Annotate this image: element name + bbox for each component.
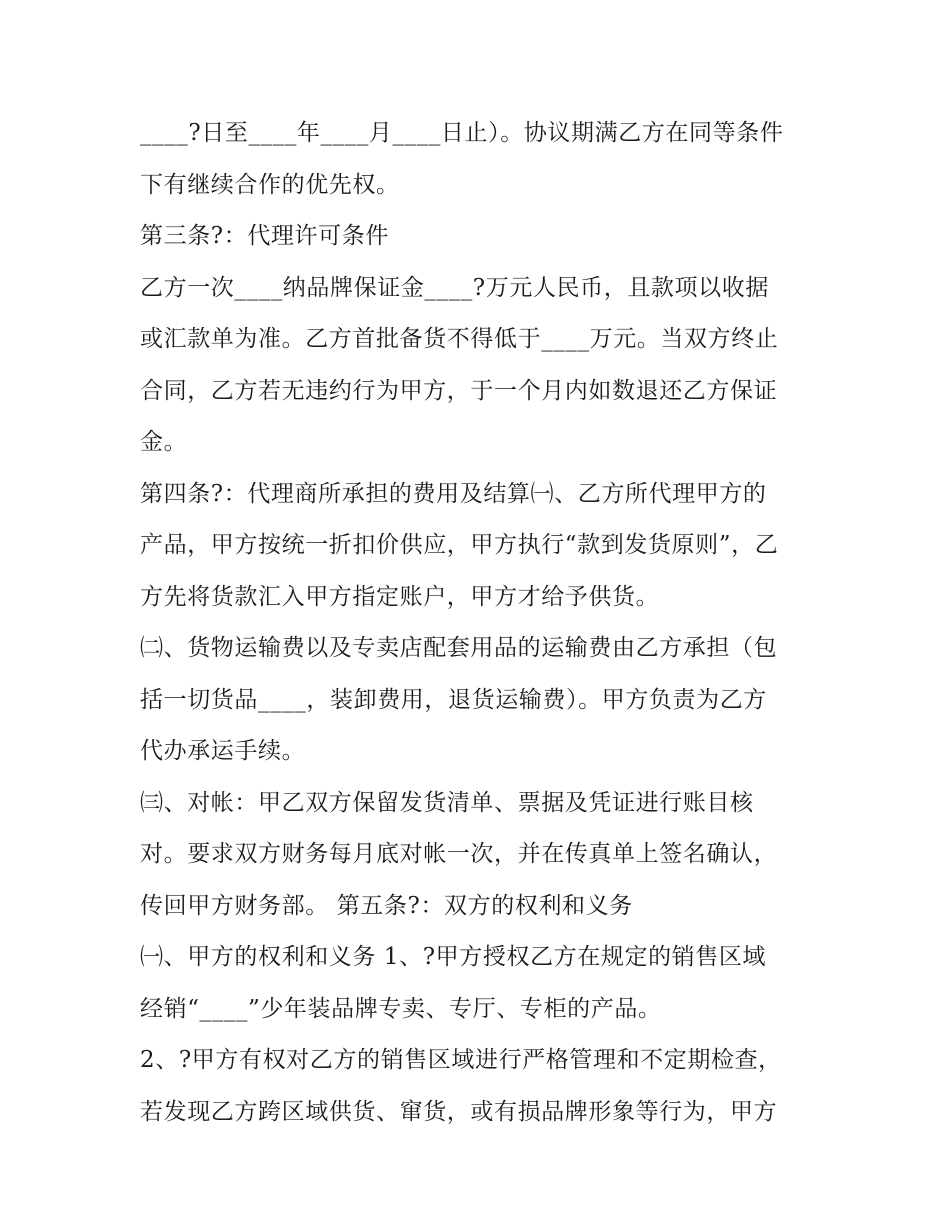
text-line: 下有继续合作的优先权。 (140, 171, 400, 198)
text-line: 代办承运手续。 (140, 738, 306, 764)
clause-line: ㈢、对帐：甲乙双方保留发货清单、票据及凭证进行账目核 (140, 789, 754, 816)
text-line: 对。要求双方财务每月底对帐一次，并在传真单上签名确认， (140, 841, 778, 867)
document-body (140, 108, 815, 1138)
text-line: 或汇款单为准。乙方首批备货不得低于____万元。当双方终止 (140, 326, 779, 352)
clause-line: ㈡、货物运输费以及专卖店配套用品的运输费由乙方承担（包 (140, 635, 778, 661)
text-line: ____?日至____年____月____日止）。协议期满乙方在同等条件 (140, 120, 784, 146)
article-heading: 第三条?：代理许可条件 (140, 223, 389, 249)
text-line: 乙方一次____纳品牌保证金____?万元人民币，且款项以收据 (140, 274, 769, 301)
text-line: 合同，乙方若无违约行为甲方，于一个月内如数退还乙方保证 (140, 377, 778, 404)
article-heading: 第四条?：代理商所承担的费用及结算㈠、乙方所代理甲方的 (140, 480, 767, 507)
text-line: 方先将货款汇入甲方指定账户，甲方才给予供货。 (140, 583, 660, 610)
text-line: 经销“____”少年装品牌专卖、专厅、专柜的产品。 (140, 995, 662, 1022)
clause-line: ㈠、甲方的权利和义务 1、?甲方授权乙方在规定的销售区域 (140, 944, 767, 970)
text-line: 金。 (140, 429, 188, 455)
text-line: 产品，甲方按统一折扣价供应，甲方执行“款到发货原则”，乙 (140, 532, 779, 558)
clause-line: 2、?甲方有权对乙方的销售区域进行严格管理和不定期检查， (140, 1047, 782, 1073)
text-line: 传回甲方财务部。 第五条?：双方的权利和义务 (140, 892, 633, 919)
text-line: 若发现乙方跨区域供货、窜货，或有损品牌形象等行为，甲方 (140, 1098, 778, 1125)
text-line: 括一切货品____，装卸费用，退货运输费）。甲方负责为乙方 (140, 686, 767, 713)
